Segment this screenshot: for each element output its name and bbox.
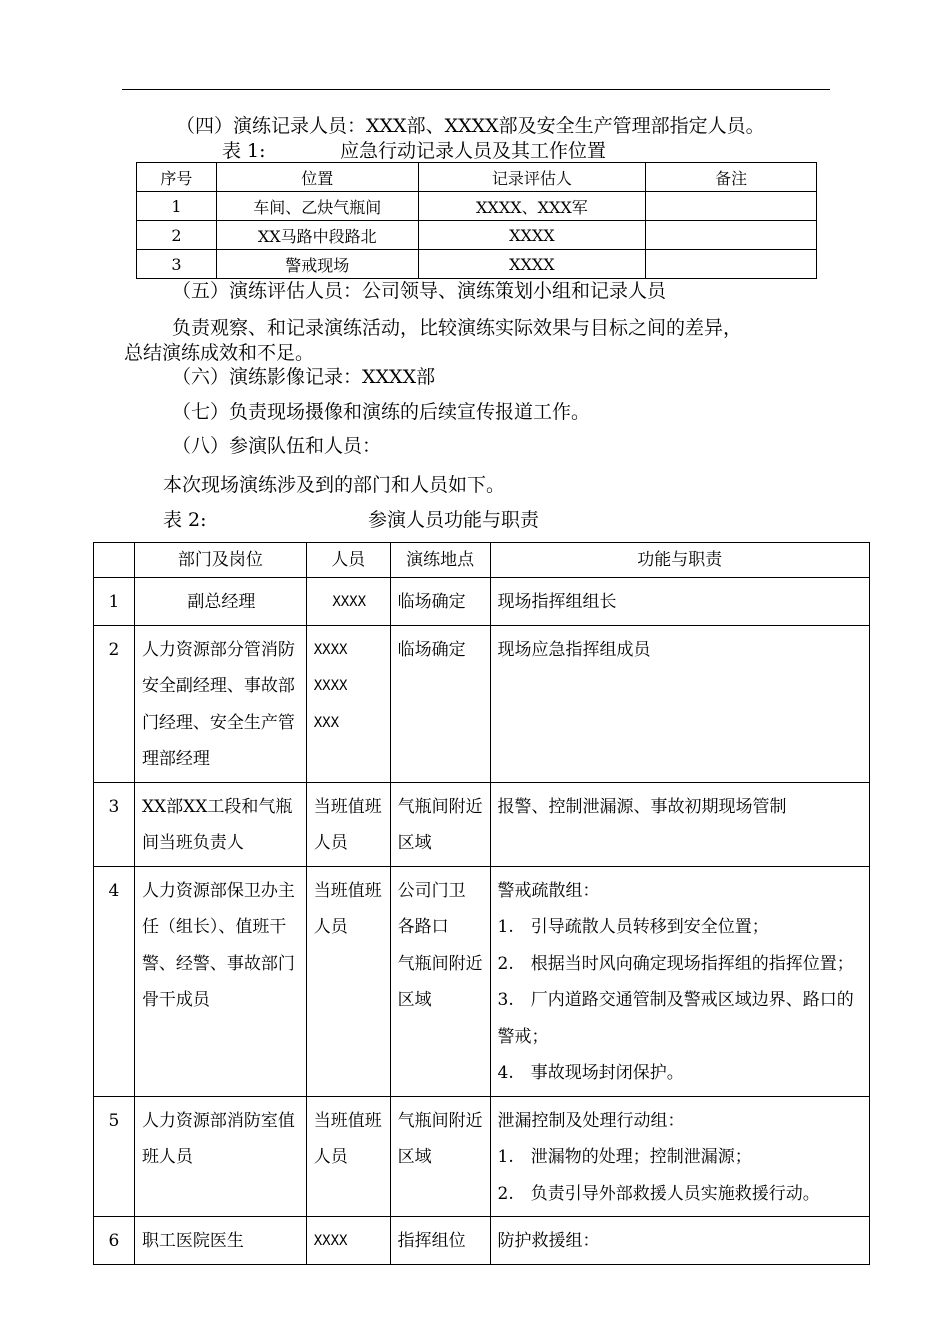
table2-duty [490,1096,869,1217]
table2-header-cell: 部门及岗位 [134,543,306,578]
table2-people [306,1217,390,1265]
table2-duty-item: 2. 负责引导外部救援人员实施救援行动。 [497,1183,820,1204]
table1-cell: 警戒现场 [216,250,418,279]
table1-cell: 1 [137,192,217,221]
table1-header-row [137,163,817,192]
table1-cell: XXXX、XXX军 [418,192,646,221]
table2-person: XXXX [313,678,348,694]
table2-duty-item: 2. 根据当时风向确定现场指挥组的指挥位置； [497,953,854,974]
table1-cell: XXXX [418,250,646,279]
table2-place-line: 指挥组位 [397,1231,466,1251]
paragraph-2: 本次现场演练涉及到的部门和人员如下。 [163,474,506,496]
table1-cell: 车间、乙炔气瓶间 [216,192,418,221]
table2-place [390,866,490,1096]
table2-duty-title: 防护救援组： [497,1231,600,1251]
table2-person: XXX [313,714,340,731]
table1-cell: 3 [137,250,217,279]
table2-duty-item: 3. 厂内道路交通管制及警戒区域边界、路口的警戒； [497,990,854,1047]
table2-duty-title: 报警、控制泄漏源、事故初期现场管制 [497,796,787,817]
table2-place-line: 气瓶间附近区域 [397,796,483,853]
table2-row [94,866,870,1096]
table2-row [94,578,870,626]
table2-no: 2 [94,625,135,782]
table2-duty-title: 警戒疏散组： [497,880,600,901]
table2-header-cell: 功能与职责 [490,543,869,578]
table1-row [137,192,817,221]
table1-cell: 2 [137,221,217,250]
table2-place [390,782,490,866]
table2-place-line: 临场确定 [397,592,466,612]
table2-dept: 人力资源部分管消防安全副经理、事故部门经理、安全生产管理部经理 [134,625,306,782]
table2-place-line: 各路口 [397,917,449,937]
table1-cell [646,221,817,250]
section-8-heading: （八）参演队伍和人员： [172,435,382,457]
section-4-heading: （四）演练记录人员：XXX部、XXXX部及安全生产管理部指定人员。 [176,115,765,137]
table2-duty-item: 1. 泄漏物的处理；控制泄漏源； [497,1147,752,1167]
section-7-heading: （七）负责现场摄像和演练的后续宣传报道工作。 [172,401,591,423]
table2-row [94,1217,870,1265]
table2-duty-item: 1. 引导疏散人员转移到安全位置； [497,917,769,937]
section-6-heading: （六）演练影像记录：XXXX部 [172,366,436,388]
table1-cell [646,192,817,221]
table2-people [306,1096,390,1217]
table2-row [94,1096,870,1217]
table1-row [137,221,817,250]
table2-people [306,782,390,866]
table1-row [137,250,817,279]
table2-header-row [94,543,870,578]
table2-dept: XX部XX工段和气瓶间当班负责人 [134,782,306,866]
table2-no: 5 [94,1096,135,1217]
table2-person: 当班值班人员 [313,1110,382,1167]
table2-duty-title: 泄漏控制及处理行动组： [497,1110,685,1131]
table2-place-line: 临场确定 [397,639,466,660]
table2-dept: 副总经理 [134,578,306,626]
table1 [136,162,817,279]
table2-person: XXXX [313,1233,348,1249]
table1-header-cell: 备注 [646,163,817,192]
table2-dept: 人力资源部消防室值班人员 [134,1096,306,1217]
table2-caption-title: 参演人员功能与职责 [368,509,540,531]
header-rule [122,89,830,90]
table2-header-cell [94,543,135,578]
table2-duty [490,1217,869,1265]
table2-duty [490,782,869,866]
table2-row [94,782,870,866]
table1-cell: XX马路中段路北 [216,221,418,250]
table1-caption-title: 应急行动记录人员及其工作位置 [340,140,607,162]
table2-person: XXXX [313,641,348,658]
table2-place [390,1096,490,1217]
table2-place-line: 气瓶间附近区域 [397,1110,483,1167]
table2-duty [490,866,869,1096]
table2-duty [490,625,869,782]
table2-people [306,578,390,626]
table2-header-cell: 演练地点 [390,543,490,578]
table2-place-line: 气瓶间附近区域 [397,953,483,1010]
table1-cell: XXXX [418,221,646,250]
table2-duty [490,578,869,626]
table1-caption-label: 表 1: [222,140,266,162]
table1-header-cell: 序号 [137,163,217,192]
table2-person: 当班值班人员 [313,880,382,937]
table2-no: 1 [94,578,135,626]
table2-person: XXXX [332,594,367,610]
table2-no: 6 [94,1217,135,1265]
table2-person: 当班值班人员 [313,796,382,853]
table1-cell [646,250,817,279]
table2-dept: 职工医院医生 [134,1217,306,1265]
table2-place [390,1217,490,1265]
table2-duty-item: 4. 事故现场封闭保护。 [497,1063,684,1083]
table2-no: 3 [94,782,135,866]
table2-header-cell: 人员 [306,543,390,578]
table2-people [306,866,390,1096]
table2-dept: 人力资源部保卫办主任（组长）、值班干警、经警、事故部门骨干成员 [134,866,306,1096]
table2 [93,542,870,1265]
table2-row [94,625,870,782]
table2-place [390,578,490,626]
section-5-heading: （五）演练评估人员：公司领导、演练策划小组和记录人员 [172,280,667,302]
table2-place-line: 公司门卫 [397,880,466,901]
table2-caption-label: 表 2: [163,509,207,531]
table2-duty-title: 现场应急指挥组成员 [497,639,651,660]
table1-header-cell: 记录评估人 [418,163,646,192]
table2-no: 4 [94,866,135,1096]
table2-duty-title: 现场指挥组组长 [497,592,617,612]
paragraph-1-line-2: 总结演练成效和不足。 [124,342,315,364]
paragraph-1-line-1: 负责观察、和记录演练活动，比较演练实际效果与目标之间的差异， [172,317,743,339]
table2-place [390,625,490,782]
table1-header-cell: 位置 [216,163,418,192]
table2-people [306,625,390,782]
